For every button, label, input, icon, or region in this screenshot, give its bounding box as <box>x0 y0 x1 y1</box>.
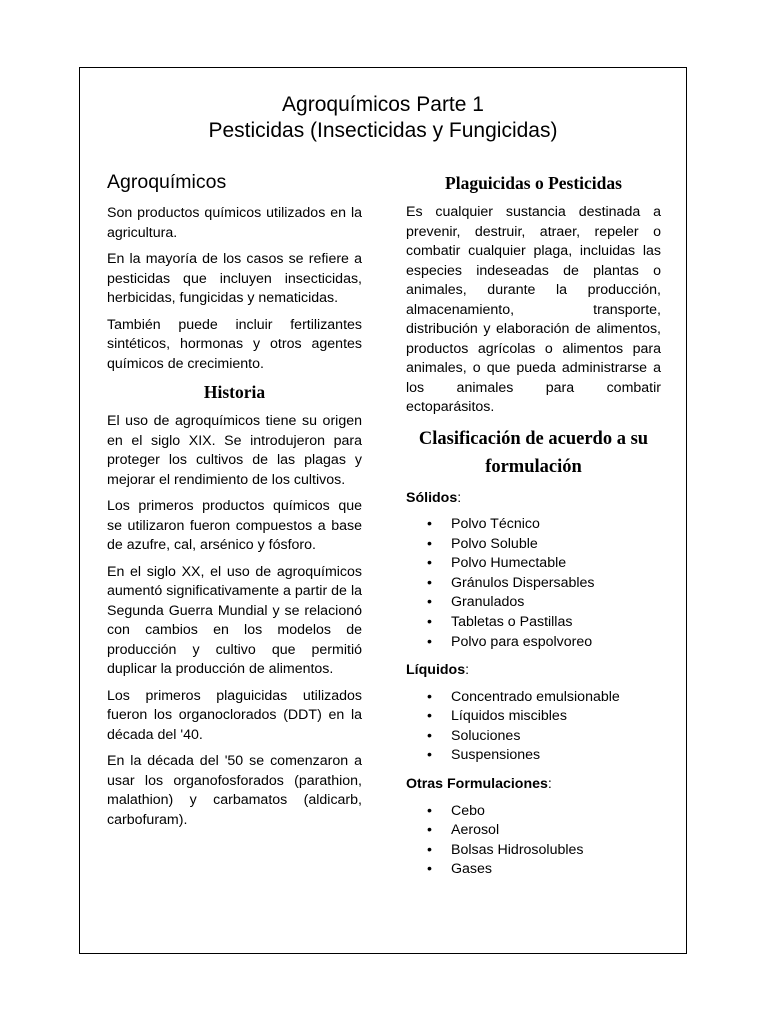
solidos-label: Sólidos: <box>406 489 462 506</box>
page-title <box>80 92 686 144</box>
list-item: • Concentrado emulsionable <box>427 688 620 705</box>
list-item: • Soluciones <box>427 727 521 744</box>
list-item: • Bolsas Hidrosolubles <box>427 841 584 858</box>
historia-heading: Historia <box>203 382 266 402</box>
list-item: • Gránulos Dispersables <box>427 574 595 591</box>
title-line-2: Pesticidas (Insecticidas y Fungicidas) <box>208 119 558 142</box>
list-item: • Polvo Técnico <box>427 516 540 532</box>
list-item: • Tabletas o Pastillas <box>427 613 573 630</box>
liquidos-list <box>406 688 661 766</box>
left-column <box>107 170 362 837</box>
list-item: • Suspensiones <box>427 747 541 764</box>
agro-paragraph-3: También puede incluir fertilizantes sintéticos, hormonas y otros agentes químicos de crecimiento. <box>107 316 362 372</box>
agro-paragraph-2: En la mayoría de los casos se refiere a pesticidas que incluyen insecticidas, herbicidas, fungicidas y nematicidas. <box>107 251 362 306</box>
otras-formulaciones-label: Otras Formulaciones: <box>406 776 552 793</box>
plaguicidas-paragraph: Es cualquier sustancia destinada a prevenir, destruir, atraer, repeler o combatir cualquier plaga, incluidas las especies indeseadas de plantas o animales, durante la producción, almacenamiento, transporte, distribución y elaboración de alimentos, productos agrícolas o alimentos para animales, o que pueda administrarse a los animales para combatir ectoparásitos. <box>406 204 661 415</box>
list-item: • Aerosol <box>427 822 500 839</box>
historia-paragraph-3: En el siglo XX, el uso de agroquímicos aumentó significativamente a partir de la Segunda Guerra Mundial y se relacionó con cambios en los modelos de producción y cultivo que permitió duplicar la producción de alimentos. <box>107 563 362 677</box>
agroquimicos-heading: Agroquímicos <box>107 171 227 193</box>
list-item: • Polvo Soluble <box>427 535 538 552</box>
otras-list <box>406 802 661 880</box>
list-item: • Cebo <box>427 802 485 819</box>
list-item: • Polvo Humectable <box>427 555 567 572</box>
historia-paragraph-5: En la década del '50 se comenzaron a usar los organofosforados (parathion, malathion) y carbamatos (aldicarb, carbofuram). <box>107 753 362 828</box>
list-item: • Polvo para espolvoreo <box>427 633 593 650</box>
liquidos-label: Líquidos: <box>406 662 470 679</box>
clasificacion-heading: Clasificación de acuerdo a su formulación <box>418 428 649 477</box>
historia-paragraph-2: Los primeros productos químicos que se utilizaron fueron compuestos a base de azufre, cal, arsénico y fósforo. <box>107 498 362 553</box>
historia-paragraph-1: El uso de agroquímicos tiene su origen en el siglo XIX. Se introdujeron para proteger los cultivos de las plagas y mejorar el rendimiento de los cultivos. <box>107 413 362 488</box>
right-column <box>406 172 661 889</box>
agro-paragraph-1: Son productos químicos utilizados en la agricultura. <box>107 205 362 241</box>
list-item: • Granulados <box>427 594 525 611</box>
title-line-1: Agroquímicos Parte 1 <box>282 93 484 116</box>
plaguicidas-heading: Plaguicidas o Pesticidas <box>445 173 622 193</box>
document-page <box>79 67 687 954</box>
list-item: • Gases <box>427 861 493 878</box>
historia-paragraph-4: Los primeros plaguicidas utilizados fueron los organoclorados (DDT) en la década del '40. <box>107 687 362 743</box>
solidos-list <box>406 515 661 652</box>
list-item: • Líquidos miscibles <box>427 708 567 725</box>
